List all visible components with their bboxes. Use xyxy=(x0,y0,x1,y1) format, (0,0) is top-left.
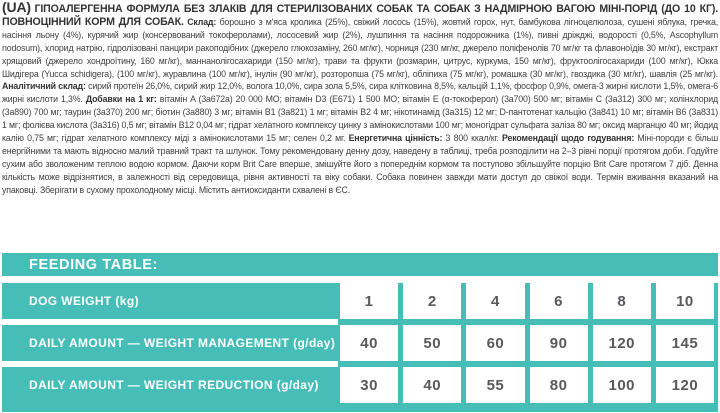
value-cell: 4 xyxy=(466,283,524,319)
value-cell: 40 xyxy=(340,325,398,361)
section-heading: Склад: xyxy=(187,16,217,27)
section-heading: Енергетична цінність: xyxy=(348,133,443,144)
section-heading: Рекомендації щодо годування: xyxy=(502,133,635,144)
section-body: борошно з м'яса кролика (25%), свіжий лосось (15%), жовтий горох, нут, бамбукова лігноцелюлоза, сушені яблука, гречка, насіння льону (4%), курячий жир (консервований токоферолами), лососевий жир (2%), лушпиння та насіння подорожника (1%), пивні дріжджі, водорості (0,5%, Ascophyllum nodosum), хлорид натрію, гідролізовані панцири ракоподібних (джерело глюкозаміну, 260 мг/кг), чорниця (230 мг/кг, джерело поліфенолів 70 мг/кг та флавоноїдів 30 мг/кг), екстракт хрящовий (джерело хондроїтину, 160 мг/кг), маннанолігосахариди (150 мг/кг), трави та фрукти (розмарин, цитрус, куркума, 150 мг/кг), фруктоолігосахариди (100 мг/кг), Юкка Шидігера (Yucca schidigera), (100 мг/кг), журавлина (100 мг/кг), інулін (90 мг/кг), розторопша (75 мг/кг), обліпиха (75 мг/кг), ромашка (30 мг/кг), гвоздика (30 мг/кг), шавлія (25 мг/кг). xyxy=(2,16,718,79)
value-cell: 40 xyxy=(403,367,461,403)
value-cell: 60 xyxy=(466,325,524,361)
value-cell: 2 xyxy=(403,283,461,319)
section-body: 3 800 ккал/кг. xyxy=(442,133,503,144)
value-cell: 1 xyxy=(340,283,398,319)
table-row xyxy=(2,325,718,361)
row-values xyxy=(335,367,718,403)
row-values xyxy=(335,325,718,361)
table-row xyxy=(2,367,718,403)
value-cell: 100 xyxy=(593,367,651,403)
language-tag: (UA) xyxy=(2,0,31,15)
feeding-table-title: FEEDING TABLE: xyxy=(29,256,158,273)
section-body: сирий протеїн 26,0%, сирий жир 12,0%, волога 10,0%, сира зола 5,5%, сира клітковина 8,5%, кальцій 1,1%, фосфор 0,9%, омега-3 жирні кислоти 1,5%, омега-6 жирні кислоти 1,3%. xyxy=(2,81,718,105)
ingredients-text-block xyxy=(2,1,718,197)
value-cell: 8 xyxy=(593,283,651,319)
value-cell: 30 xyxy=(340,367,398,403)
value-cell: 50 xyxy=(403,325,461,361)
row-label: DOG WEIGHT (kg) xyxy=(29,294,139,308)
row-label: DAILY AMOUNT — WEIGHT MANAGEMENT (g/day) xyxy=(29,336,336,350)
value-cell: 90 xyxy=(530,325,588,361)
header-separator xyxy=(2,276,718,283)
section-heading: Добавки на 1 кг: xyxy=(85,94,157,105)
product-title: ГІПОАЛЕРГЕННА ФОРМУЛА БЕЗ ЗЛАКІВ ДЛЯ СТЕРИЛІЗОВАНИХ СОБАК ТА СОБАК З НАДМІРНОЮ ВАГОЮ МІНІ-ПОРІД (ДО 10 КГ). ПОВНОЦІННИЙ КОРМ ДЛЯ СОБАК. xyxy=(2,3,719,28)
value-cell: 55 xyxy=(466,367,524,403)
value-cell: 10 xyxy=(656,283,714,319)
label-sections xyxy=(2,17,718,195)
value-cell: 80 xyxy=(530,367,588,403)
row-values xyxy=(335,283,718,319)
feeding-table-rows xyxy=(2,283,718,412)
feeding-table xyxy=(2,253,718,412)
value-cell: 6 xyxy=(530,283,588,319)
feeding-table-header xyxy=(2,253,718,276)
section-heading: Аналітичний склад: xyxy=(2,81,86,92)
value-cell: 145 xyxy=(656,325,714,361)
section-body: Міні-породи є більш енергійними та мають відносно малий травний тракт та шлунок. Тому рекомендовану денну дозу, наведену в таблиці, треба розподілити на 2–3 рівні порції протягом доби. Годуйте сухим або зволоженим теплою водою кормом. Даючи корм Brit Care вперше, змішуйте його з попереднім кормом та поступово збільшуйте порцію Brit Care протягом 7 діб. Денна кількість може відрізнятися, в залежності від середовища, рівня активності та віку собаки. Собака повинен завжди мати доступ до свіжої води. Термін вживання вказаний на упаковці. Зберігати в сухому прохолодному місці. Містить антиоксиданти схвалені в ЄС. xyxy=(2,133,719,195)
table-row xyxy=(2,283,718,319)
row-label: DAILY AMOUNT — WEIGHT REDUCTION (g/day) xyxy=(29,378,319,392)
value-cell: 120 xyxy=(656,367,714,403)
value-cell: 120 xyxy=(593,325,651,361)
section-body: вітамін A (3a672a) 20 000 МО; вітамін D3 (E671) 1 500 МО; вітамін E (α-токоферол) (3a700) 500 мг; вітамін C (3a312) 300 мг; холінхлорид (3a890) 700 мг; таурин (3a370) 200 мг; біотин (3a880) 3 мг; вітамін B1 (3a821) 1 мг; вітамін B2 4 мг; нікотинамід (3a315) 12 мг; D-пантотенат кальцію (3a841) 10 мг; вітамін B6 (3a831) 1 мг; фолієва кислота (3a316) 0,5 мг; вітамін B12 0,04 мг; гідрат хелатного комплексу цинку з амінокислотами 100 мг; моногідрат сульфата заліза 80 мг; оксид марганцю 40 мг; йодид калію 0,75 мг; гідрат хелатного комплексу міді з амінокислотами 15 мг; селен 0,2 мг. xyxy=(2,94,719,144)
